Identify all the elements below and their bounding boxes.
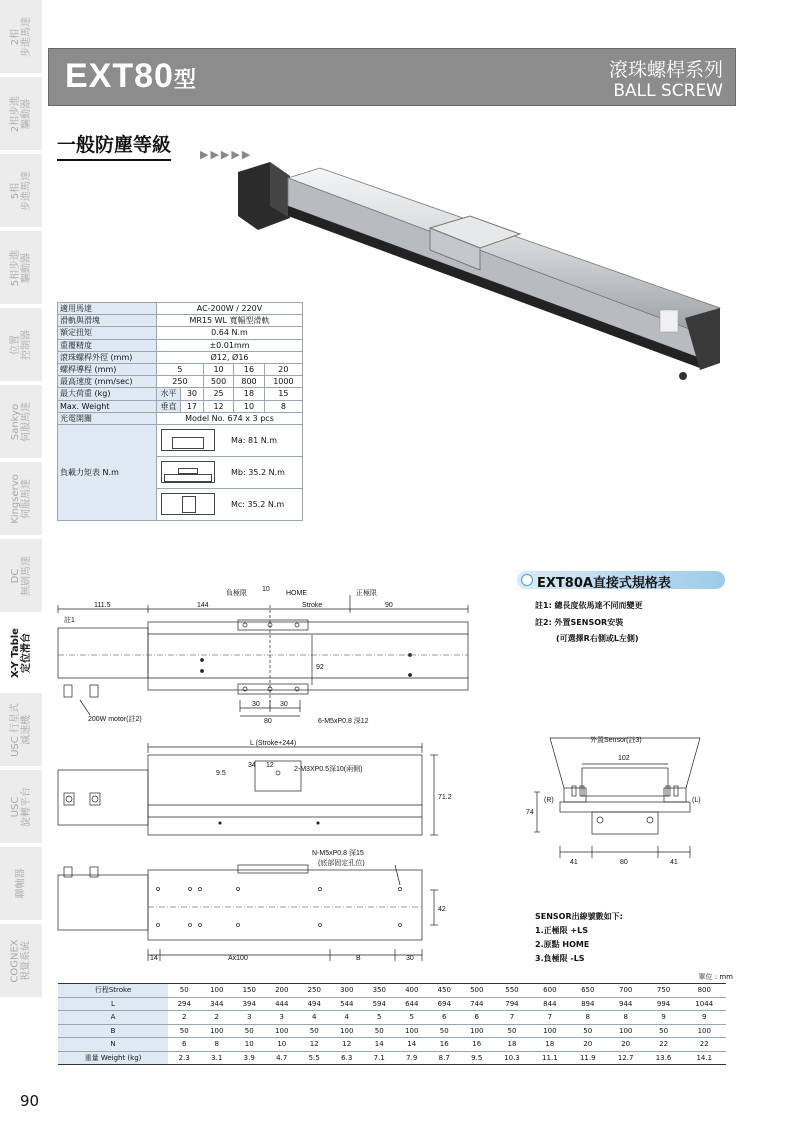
table-cell: 100: [266, 1024, 299, 1038]
load-value: 8: [264, 400, 302, 412]
dim-30b: 30: [280, 701, 288, 708]
spec-table: [57, 302, 303, 521]
table-cell: 7: [493, 1011, 531, 1025]
load-value: 12: [203, 400, 233, 412]
row-label: L: [58, 997, 168, 1011]
side-tab-label: 2相: [10, 28, 21, 45]
table-cell: 16: [428, 1038, 461, 1052]
note-2b: (可選擇R右側或L左側): [556, 634, 639, 643]
dim-14: 14: [150, 955, 158, 962]
moment-label: 負載力矩表 N.m: [58, 424, 157, 520]
table-cell: 350: [363, 984, 396, 998]
table-cell: 100: [201, 984, 234, 998]
moment-mc: Mc: 35.2 N.m: [231, 499, 285, 509]
side-tab-label: 2相步進: [10, 95, 21, 132]
table-cell: 4: [331, 1011, 364, 1025]
dim-111-5: 111.5: [94, 602, 111, 609]
speed-value: 250: [157, 376, 204, 388]
table-cell: 794: [493, 997, 531, 1011]
table-cell: 8: [201, 1038, 234, 1052]
dust-grade-heading: 一般防塵等級: [57, 130, 171, 161]
load-value: 30: [181, 388, 204, 400]
speed-value: 1000: [264, 376, 302, 388]
side-tab-sublabel: 步進馬達: [21, 170, 32, 211]
side-tab-label: 位置: [10, 334, 21, 355]
speed-label: 最高速度 (mm/sec): [58, 376, 157, 388]
table-cell: 4: [298, 1011, 331, 1025]
side-tab[interactable]: [0, 231, 42, 306]
table-cell: 550: [493, 984, 531, 998]
sensor-line-1: 1.正極限 +LS: [535, 926, 588, 935]
dim-b: B: [356, 955, 361, 962]
screw-value: Ø12, Ø16: [157, 351, 303, 363]
table-cell: 14: [363, 1038, 396, 1052]
side-tab[interactable]: [0, 462, 42, 537]
table-cell: 3.9: [233, 1051, 266, 1065]
table-cell: 12.7: [607, 1051, 645, 1065]
table-cell: 7.1: [363, 1051, 396, 1065]
side-view: [58, 743, 438, 835]
screw-label: 滾珠螺桿外徑 (mm): [58, 351, 157, 363]
table-cell: 12: [298, 1038, 331, 1052]
unit-label: 單位 : mm: [698, 973, 733, 981]
horizontal-label: 水平: [157, 388, 181, 400]
lead-value: 16: [234, 363, 264, 375]
side-tab-sublabel: 控制器: [21, 329, 32, 360]
m3-label: 2-M3XP0.5深10(兩側): [294, 766, 363, 773]
table-cell: 5: [363, 1011, 396, 1025]
rail-label: 滑軌與滑塊: [58, 315, 157, 327]
side-tab[interactable]: [0, 154, 42, 229]
table-cell: 300: [331, 984, 364, 998]
table-cell: 22: [645, 1038, 683, 1052]
pos-limit-label: 正極限: [356, 590, 377, 597]
side-tab-label: COGNEX: [10, 938, 22, 983]
home-label: HOME: [286, 590, 307, 597]
table-row: [58, 1011, 726, 1025]
table-cell: 750: [645, 984, 683, 998]
side-tab[interactable]: [0, 0, 42, 75]
table-cell: 22: [683, 1038, 726, 1052]
side-tab[interactable]: [0, 693, 42, 768]
table-cell: 50: [168, 1024, 201, 1038]
repeat-label: 重覆精度: [58, 339, 157, 351]
table-cell: 13.6: [645, 1051, 683, 1065]
side-tab[interactable]: [0, 308, 42, 383]
table-cell: 2: [168, 1011, 201, 1025]
neg-limit-label: 負極限: [226, 590, 247, 597]
row-label: 行程Stroke: [58, 984, 168, 998]
dim-stroke: Stroke: [302, 602, 323, 609]
table-cell: 7: [531, 1011, 569, 1025]
table-cell: 450: [428, 984, 461, 998]
table-cell: 200: [266, 984, 299, 998]
load-label: 最大荷重 (kg): [58, 388, 157, 400]
table-cell: 500: [461, 984, 494, 998]
dim-ax100: Ax100: [228, 955, 248, 962]
technical-drawing: [50, 585, 490, 965]
side-tab-sublabel: 無刷馬達: [21, 555, 32, 596]
side-tab[interactable]: [0, 77, 42, 152]
table-cell: 20: [607, 1038, 645, 1052]
dim-71-2: 71.2: [438, 794, 452, 801]
table-cell: 18: [531, 1038, 569, 1052]
table-cell: 4.7: [266, 1051, 299, 1065]
table-cell: 150: [233, 984, 266, 998]
dim-34: 34: [248, 762, 256, 769]
side-tab-label: Kingservo: [10, 473, 21, 524]
dim-12: 12: [266, 762, 274, 769]
table-cell: 100: [683, 1024, 726, 1038]
dim-30c: 30: [406, 955, 414, 962]
dimension-table: [58, 983, 726, 1065]
side-tab-label: X-Y Table: [10, 627, 22, 678]
table-cell: 650: [569, 984, 607, 998]
load-value: 18: [234, 388, 264, 400]
table-cell: 944: [607, 997, 645, 1011]
holes-label: 6-M5xP0.8 深12: [318, 718, 369, 725]
note-1: 註1: 總長度依馬達不同而變更: [535, 601, 643, 610]
load-value: 17: [181, 400, 204, 412]
table-cell: 600: [531, 984, 569, 998]
table-cell: 8.7: [428, 1051, 461, 1065]
dim-30a: 30: [252, 701, 260, 708]
dim-41b: 41: [670, 859, 678, 866]
side-tab-sublabel: 旋轉平台: [21, 786, 32, 827]
motor-label: 適用馬達: [58, 303, 157, 315]
table-cell: 5.5: [298, 1051, 331, 1065]
table-cell: 11.9: [569, 1051, 607, 1065]
note-2: 註2: 外置SENSOR安裝: [535, 618, 624, 627]
side-tab-sublabel: 減速機: [21, 714, 33, 745]
table-row: [58, 1051, 726, 1065]
table-cell: 250: [298, 984, 331, 998]
dim-l-total: L (Stroke+244): [250, 740, 297, 747]
side-tab-sublabel: 伺服馬達: [21, 401, 32, 442]
sensor-title: SENSOR出線號數如下:: [535, 912, 623, 921]
moment-ma: Ma: 81 N.m: [231, 435, 278, 445]
table-cell: 10: [266, 1038, 299, 1052]
table-row: [58, 1038, 726, 1052]
moment-ma-icon: [161, 429, 215, 451]
sensor-end-view: [520, 728, 730, 876]
table-cell: 7.9: [396, 1051, 429, 1065]
bottom-view: [58, 865, 438, 961]
ext-sensor-label: 外置Sensor(註3): [590, 737, 642, 744]
side-tab-label: 5相步進: [10, 249, 21, 286]
table-cell: 5: [396, 1011, 429, 1025]
table-cell: 100: [607, 1024, 645, 1038]
table-cell: 50: [233, 1024, 266, 1038]
speed-value: 500: [203, 376, 233, 388]
table-cell: 6.3: [331, 1051, 364, 1065]
nholes-label: N-M5xP0.8 深15: [312, 850, 364, 857]
sensor-label: 光電開關: [58, 412, 157, 424]
model-title: EXT80型: [65, 57, 197, 95]
side-tab-sublabel: 驅動器: [21, 252, 32, 283]
table-cell: 2: [201, 1011, 234, 1025]
table-cell: 50: [645, 1024, 683, 1038]
lead-label: 螺桿導程 (mm): [58, 363, 157, 375]
torque-value: 0.64 N.m: [157, 327, 303, 339]
dim-10: 10: [262, 586, 270, 593]
side-tab-bar: [0, 0, 42, 1000]
lead-value: 20: [264, 363, 302, 375]
table-cell: 50: [569, 1024, 607, 1038]
table-cell: 50: [493, 1024, 531, 1038]
side-tab-sublabel: 驅動器: [21, 98, 32, 129]
table-row: [58, 1024, 726, 1038]
side-tab-label: 5相: [10, 182, 21, 199]
table-cell: 100: [201, 1024, 234, 1038]
table-cell: 8: [569, 1011, 607, 1025]
side-tab-sublabel: 定位滑台: [21, 632, 33, 673]
table-cell: 18: [493, 1038, 531, 1052]
table-cell: 394: [233, 997, 266, 1011]
table-cell: 344: [201, 997, 234, 1011]
table-cell: 12: [331, 1038, 364, 1052]
page-number: 90: [20, 1092, 40, 1110]
table-cell: 894: [569, 997, 607, 1011]
dim-9-5: 9.5: [216, 770, 226, 777]
sensor-line-2: 2.原點 HOME: [535, 940, 590, 949]
table-row: [58, 997, 726, 1011]
dim-42: 42: [438, 906, 446, 913]
motor-value: AC-200W / 220V: [157, 303, 303, 315]
dim-92: 92: [316, 664, 324, 671]
row-label: 重量 Weight (kg): [58, 1051, 168, 1065]
dim-74: 74: [526, 809, 534, 816]
table-cell: 400: [396, 984, 429, 998]
table-cell: 2.3: [168, 1051, 201, 1065]
table-cell: 20: [569, 1038, 607, 1052]
arrow-icons: ▶▶▶▶▶: [200, 148, 253, 161]
side-tab-sublabel: 伺服馬達: [21, 478, 32, 519]
row-label: A: [58, 1011, 168, 1025]
torque-label: 額定扭矩: [58, 327, 157, 339]
load-label-en: Max. Weight: [58, 400, 157, 412]
side-tab-label: USC: [10, 796, 21, 817]
bullet-icon: [521, 574, 533, 586]
dim-102: 102: [618, 755, 630, 762]
row-label: N: [58, 1038, 168, 1052]
table-cell: 800: [683, 984, 726, 998]
side-tab[interactable]: [0, 924, 42, 999]
side-tab-label: Sankyo: [10, 403, 21, 440]
side-tab-label: DC: [10, 568, 21, 583]
table-cell: 294: [168, 997, 201, 1011]
table-cell: 644: [396, 997, 429, 1011]
motor-label: 200W motor(註2): [88, 716, 142, 723]
table-cell: 9.5: [461, 1051, 494, 1065]
side-tab[interactable]: [0, 539, 42, 614]
moment-mb: Mb: 35.2 N.m: [231, 467, 285, 477]
row-label: B: [58, 1024, 168, 1038]
table-cell: 9: [645, 1011, 683, 1025]
table-cell: 3: [233, 1011, 266, 1025]
speed-value: 800: [234, 376, 264, 388]
table-cell: 100: [396, 1024, 429, 1038]
table-cell: 8: [607, 1011, 645, 1025]
moment-mc-icon: [161, 493, 215, 515]
rail-value: MR15 WL 寬幅型滑軌: [157, 315, 303, 327]
table-cell: 744: [461, 997, 494, 1011]
vertical-label: 垂直: [157, 400, 181, 412]
lead-value: 5: [157, 363, 204, 375]
table-cell: 100: [461, 1024, 494, 1038]
table-cell: 50: [363, 1024, 396, 1038]
product-photo: [230, 158, 730, 388]
nholes-sub: (底部固定孔位): [318, 860, 365, 867]
note-1-tag: 註1: [64, 617, 75, 624]
table-cell: 844: [531, 997, 569, 1011]
load-value: 25: [203, 388, 233, 400]
table-row: [58, 984, 726, 998]
series-title-en: BALL SCREW: [613, 81, 723, 101]
side-tab-sublabel: 步進馬達: [21, 16, 32, 57]
table-cell: 3: [266, 1011, 299, 1025]
table-cell: 16: [461, 1038, 494, 1052]
table-cell: 494: [298, 997, 331, 1011]
load-value: 15: [264, 388, 302, 400]
load-value: 10: [234, 400, 264, 412]
table-cell: 6: [428, 1011, 461, 1025]
table-cell: 50: [428, 1024, 461, 1038]
sensor-value: Model No. 674 x 3 pcs: [157, 412, 303, 424]
table-cell: 14.1: [683, 1051, 726, 1065]
table-cell: 6: [168, 1038, 201, 1052]
table-cell: 10.3: [493, 1051, 531, 1065]
table-cell: 10: [233, 1038, 266, 1052]
table-cell: 994: [645, 997, 683, 1011]
side-tab[interactable]: [0, 385, 42, 460]
table-cell: 6: [461, 1011, 494, 1025]
side-tab[interactable]: [0, 847, 42, 922]
right-label: (R): [544, 797, 554, 804]
lead-value: 10: [203, 363, 233, 375]
left-label: (L): [692, 797, 701, 804]
table-cell: 3.1: [201, 1051, 234, 1065]
dim-144: 144: [197, 602, 209, 609]
table-cell: 100: [531, 1024, 569, 1038]
dim-80: 80: [264, 718, 272, 725]
repeat-value: ±0.01mm: [157, 339, 303, 351]
top-view: [58, 595, 468, 716]
table-cell: 1044: [683, 997, 726, 1011]
table-cell: 50: [168, 984, 201, 998]
table-cell: 594: [363, 997, 396, 1011]
side-tab-label: USC 行星式: [10, 702, 22, 757]
table-cell: 9: [683, 1011, 726, 1025]
side-tab[interactable]: [0, 616, 42, 691]
dim-41a: 41: [570, 859, 578, 866]
table-cell: 11.1: [531, 1051, 569, 1065]
side-tab[interactable]: [0, 770, 42, 845]
ext80a-heading: EXT80A直接式規格表: [517, 571, 725, 589]
table-cell: 544: [331, 997, 364, 1011]
table-cell: 14: [396, 1038, 429, 1052]
series-title: 滾珠螺桿系列: [608, 59, 723, 81]
table-cell: 50: [298, 1024, 331, 1038]
table-cell: 100: [331, 1024, 364, 1038]
dim-90: 90: [385, 602, 393, 609]
table-cell: 444: [266, 997, 299, 1011]
title-banner: [48, 48, 736, 106]
side-tab-label: 聯軸器: [15, 868, 27, 899]
side-tab-sublabel: 視覺系統: [21, 940, 33, 981]
table-cell: 694: [428, 997, 461, 1011]
dim-80b: 80: [620, 859, 628, 866]
moment-mb-icon: [161, 461, 215, 483]
table-cell: 700: [607, 984, 645, 998]
sensor-line-3: 3.負極限 -LS: [535, 954, 585, 963]
